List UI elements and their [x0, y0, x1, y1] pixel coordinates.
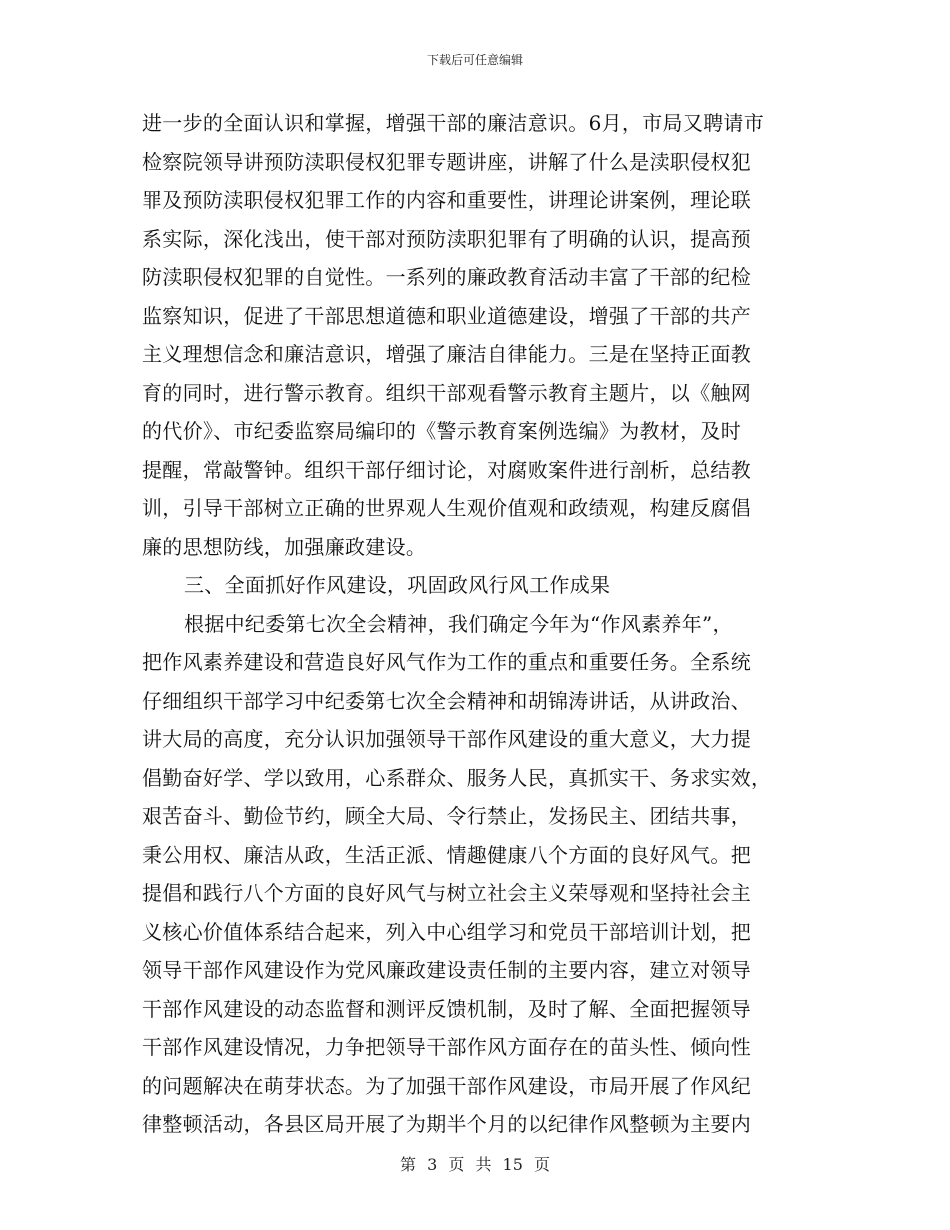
paragraph: [142, 104, 806, 566]
text-line: 系实际，深化浅出，使干部对预防渎职犯罪有了明确的认识，提高预: [142, 226, 751, 251]
text-line: 倡勤奋好学、学以致用，心系群众、服务人民，真抓实干、务求实效，: [142, 765, 772, 790]
section-heading: [142, 566, 806, 605]
text-line: 律整顿活动，各县区局开展了为期半个月的以纪律作风整顿为主要内: [142, 1112, 751, 1136]
document-body: [142, 104, 806, 1144]
text-line: 育的同时，进行警示教育。组织干部观看警示教育主题片，以《触网: [142, 380, 751, 405]
text-line: 讲大局的高度，充分认识加强领导干部作风建设的重大意义，大力提: [142, 727, 751, 751]
text-line: 检察院领导讲预防渎职侵权犯罪专题讲座，讲解了什么是渎职侵权犯: [142, 149, 751, 174]
text-line: 义核心价值体系结合起来，列入中心组学习和党员干部培训计划，把: [142, 919, 751, 944]
text-line: 秉公用权、廉洁从政，生活正派、情趣健康八个方面的良好风气。把: [142, 842, 751, 867]
section-heading-text: 三、全面抓好作风建设，巩固政风行风工作成果: [184, 573, 611, 597]
text-line: 廉的思想防线，加强廉政建设。: [142, 534, 427, 559]
text-line: 的代价》、市纪委监察局编印的《警示教育案例选编》为教材，及时: [142, 419, 741, 443]
text-line: 根据中纪委第七次全会精神，我们确定今年为“作风素养年”，: [184, 611, 733, 636]
text-line: 提倡和践行八个方面的良好风气与树立社会主义荣辱观和坚持社会主: [142, 881, 751, 905]
text-line: 进一步的全面认识和掌握，增强干部的廉洁意识。6月，市局又聘请市: [142, 111, 765, 135]
text-line: 领导干部作风建设作为党风廉政建设责任制的主要内容，建立对领导: [142, 958, 751, 982]
text-line: 仔细组织干部学习中纪委第七次全会精神和胡锦涛讲话，从讲政治、: [142, 688, 751, 713]
text-line: 干部作风建设的动态监督和测评反馈机制，及时了解、全面把握领导: [142, 996, 751, 1021]
text-line: 干部作风建设情况，力争把领导干部作风方面存在的苗头性、倾向性: [142, 1035, 751, 1059]
page-header: 下载后可任意编辑: [426, 53, 523, 67]
text-line: 防渎职侵权犯罪的自觉性。一系列的廉政教育活动丰富了干部的纪检: [142, 265, 751, 289]
text-line: 监察知识，促进了干部思想道德和职业道德建设，增强了干部的共产: [142, 303, 751, 328]
page-number-footer: 第 3 页 共 15 页: [400, 1155, 550, 1174]
text-line: 主义理想信念和廉洁意识，增强了廉洁自律能力。三是在坚持正面教: [142, 342, 751, 366]
text-line: 罪及预防渎职侵权犯罪工作的内容和重要性，讲理论讲案例，理论联: [142, 188, 751, 212]
text-line: 提醒，常敲警钟。组织干部仔细讨论，对腐败案件进行剖析，总结教: [142, 457, 751, 482]
text-line: 的问题解决在萌芽状态。为了加强干部作风建设，市局开展了作风纪: [142, 1073, 751, 1098]
text-line: 把作风素养建设和营造良好风气作为工作的重点和重要任务。全系统: [142, 650, 751, 674]
text-line: 艰苦奋斗、勤俭节约，顾全大局、令行禁止，发扬民主、团结共事，: [142, 804, 751, 828]
paragraph: [142, 605, 806, 1144]
text-line: 训，引导干部树立正确的世界观人生观价值观和政绩观，构建反腐倡: [142, 496, 751, 520]
